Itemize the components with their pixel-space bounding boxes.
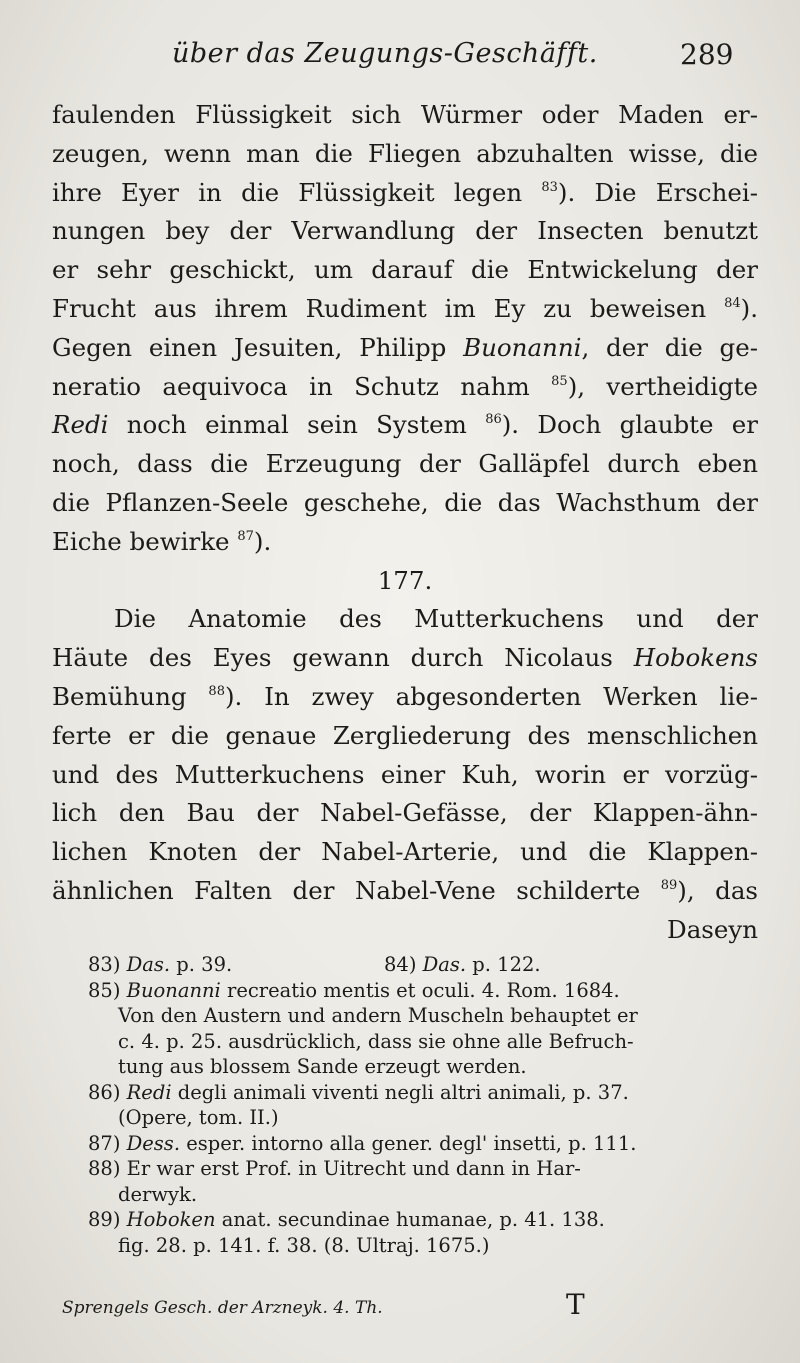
footnote-number: 84) bbox=[384, 953, 417, 976]
footnote-source: Hoboken bbox=[126, 1208, 216, 1231]
text-span: ). Die Erschei- bbox=[557, 177, 758, 207]
footnote-text: esper. intorno alla gener. degl' insetti, p. 111. bbox=[180, 1131, 637, 1155]
footnote-ref: 87 bbox=[237, 528, 254, 544]
section-number: 177. bbox=[377, 565, 433, 595]
footnote-number: 86) bbox=[88, 1080, 121, 1104]
footnote-source: Dess. bbox=[126, 1131, 181, 1155]
footnote-number: 89) bbox=[88, 1208, 121, 1231]
text-span: Frucht aus ihrem Rudiment im Ey zu beweisen bbox=[52, 293, 725, 323]
body-text bbox=[52, 96, 758, 950]
text-line bbox=[52, 174, 758, 213]
running-head-title: über das Zeugungs-Geschäfft. bbox=[172, 38, 598, 69]
text-span: ). In zwey abgesonderten Werken lie- bbox=[224, 681, 758, 711]
text-line: zeugen, wenn man die Fliegen abzuhalten wisse, die bbox=[52, 138, 758, 168]
footnote-88-cont: derwyk. bbox=[118, 1182, 198, 1206]
text-span: noch einmal sein System bbox=[108, 410, 486, 440]
footnote-ref: 84 bbox=[724, 295, 741, 311]
footnote-text: p. 122. bbox=[466, 953, 541, 976]
footnote-source: Das. bbox=[126, 953, 171, 976]
text-line bbox=[52, 523, 758, 562]
footnote-85-cont: tung aus blossem Sande erzeugt werden. bbox=[118, 1055, 527, 1078]
footnote-number: 83) bbox=[88, 953, 121, 976]
footnote-ref: 88 bbox=[208, 683, 225, 699]
text-span: ). Doch glaubte er bbox=[501, 410, 759, 440]
footnote-87 bbox=[88, 1131, 760, 1157]
signature-mark: T bbox=[566, 1288, 585, 1321]
text-span: Gegen einen Jesuiten, Philipp bbox=[52, 332, 464, 362]
text-line bbox=[52, 872, 758, 911]
person-name: Redi bbox=[52, 410, 109, 440]
footnote-number: 87) bbox=[88, 1131, 121, 1155]
text-line: noch, dass die Erzeugung der Galläpfel durch eben bbox=[52, 449, 758, 479]
text-line: faulenden Flüssigkeit sich Würmer oder Maden er- bbox=[52, 100, 758, 129]
footnote-89-cont: fig. 28. p. 141. f. 38. (8. Ultraj. 1675.) bbox=[118, 1233, 490, 1257]
text-line: und des Mutterkuchens einer Kuh, worin er vorzüg- bbox=[52, 759, 758, 789]
text-line bbox=[52, 368, 758, 407]
text-span: ). bbox=[740, 293, 758, 323]
text-line: ferte er die genaue Zergliederung des menschlichen bbox=[52, 720, 758, 750]
footnote-text: degli animali viventi negli altri animali, p. 37. bbox=[171, 1080, 629, 1104]
footnotes bbox=[88, 952, 760, 1258]
text-span: ), das bbox=[677, 875, 758, 905]
footnote-number: 88) bbox=[88, 1157, 121, 1180]
printer-signature: Sprengels Gesch. der Arzneyk. 4. Th. bbox=[62, 1298, 383, 1318]
text-line bbox=[52, 678, 758, 717]
footnote-number: 85) bbox=[88, 978, 121, 1002]
footnote-85-cont: c. 4. p. 25. ausdrücklich, dass sie ohne alle Befruch- bbox=[118, 1029, 634, 1053]
text-line: lich den Bau der Nabel-Gefässe, der Klappen-ähn- bbox=[52, 798, 758, 828]
footnote-text: anat. secundinae humanae, p. 41. 138. bbox=[215, 1208, 605, 1231]
person-name: Buonanni bbox=[463, 332, 582, 362]
text-span: Häute des Eyes gewann durch Nicolaus bbox=[52, 643, 634, 673]
text-line bbox=[52, 639, 758, 678]
footnote-86-cont: (Opere, tom. II.) bbox=[118, 1106, 279, 1129]
footnote-source: Redi bbox=[126, 1080, 172, 1104]
footnote-ref: 83 bbox=[541, 179, 558, 195]
footnote-text: p. 39. bbox=[170, 953, 233, 976]
text-span: Bemühung bbox=[52, 681, 209, 711]
footnote-88 bbox=[88, 1156, 760, 1182]
catchword: Daseyn bbox=[667, 914, 758, 944]
text-line: lichen Knoten der Nabel-Arterie, und die Klappen- bbox=[52, 837, 758, 867]
footnote-83 bbox=[88, 953, 232, 976]
running-head bbox=[0, 38, 800, 82]
text-span: neratio aequivoca in Schutz nahm bbox=[52, 371, 552, 401]
text-line: Die Anatomie des Mutterkuchens und der bbox=[114, 604, 758, 634]
person-name: Hobokens bbox=[633, 643, 758, 673]
text-line bbox=[52, 290, 758, 329]
footnote-85-cont: Von den Austern und andern Muscheln behauptet er bbox=[118, 1004, 638, 1027]
footnote-85 bbox=[88, 978, 760, 1004]
text-line: er sehr geschickt, um darauf die Entwickelung der bbox=[52, 255, 758, 285]
text-line bbox=[52, 406, 758, 445]
footnote-ref: 89 bbox=[660, 877, 678, 893]
text-span: , der die ge- bbox=[581, 332, 758, 362]
text-span: ), vertheidigte bbox=[567, 371, 758, 401]
footnote-ref: 86 bbox=[485, 412, 502, 428]
footnote-text: recreatio mentis et oculi. 4. Rom. 1684. bbox=[220, 978, 620, 1002]
text-line: die Pflanzen-Seele geschehe, die das Wachsthum der bbox=[52, 487, 758, 517]
text-span: Eiche bewirke bbox=[52, 526, 238, 556]
text-span: ähnlichen Falten der Nabel-Vene schilderte bbox=[52, 875, 661, 905]
footnote-ref: 85 bbox=[551, 373, 568, 389]
text-span: ). bbox=[253, 526, 272, 556]
page-number: 289 bbox=[680, 38, 734, 71]
footnote-source: Das. bbox=[422, 953, 467, 976]
footnote-86 bbox=[88, 1080, 760, 1106]
text-span: ihre Eyer in die Flüssigkeit legen bbox=[52, 177, 542, 207]
footnote-source: Buonanni bbox=[126, 978, 221, 1002]
footnote-89 bbox=[88, 1207, 760, 1233]
footnote-84 bbox=[384, 952, 541, 978]
footnote-83-84 bbox=[88, 952, 760, 978]
text-line: nungen bey der Verwandlung der Insecten benutzt bbox=[52, 216, 758, 246]
footnote-text: Er war erst Prof. in Uitrecht und dann in Har- bbox=[120, 1157, 581, 1180]
text-line bbox=[52, 329, 758, 368]
